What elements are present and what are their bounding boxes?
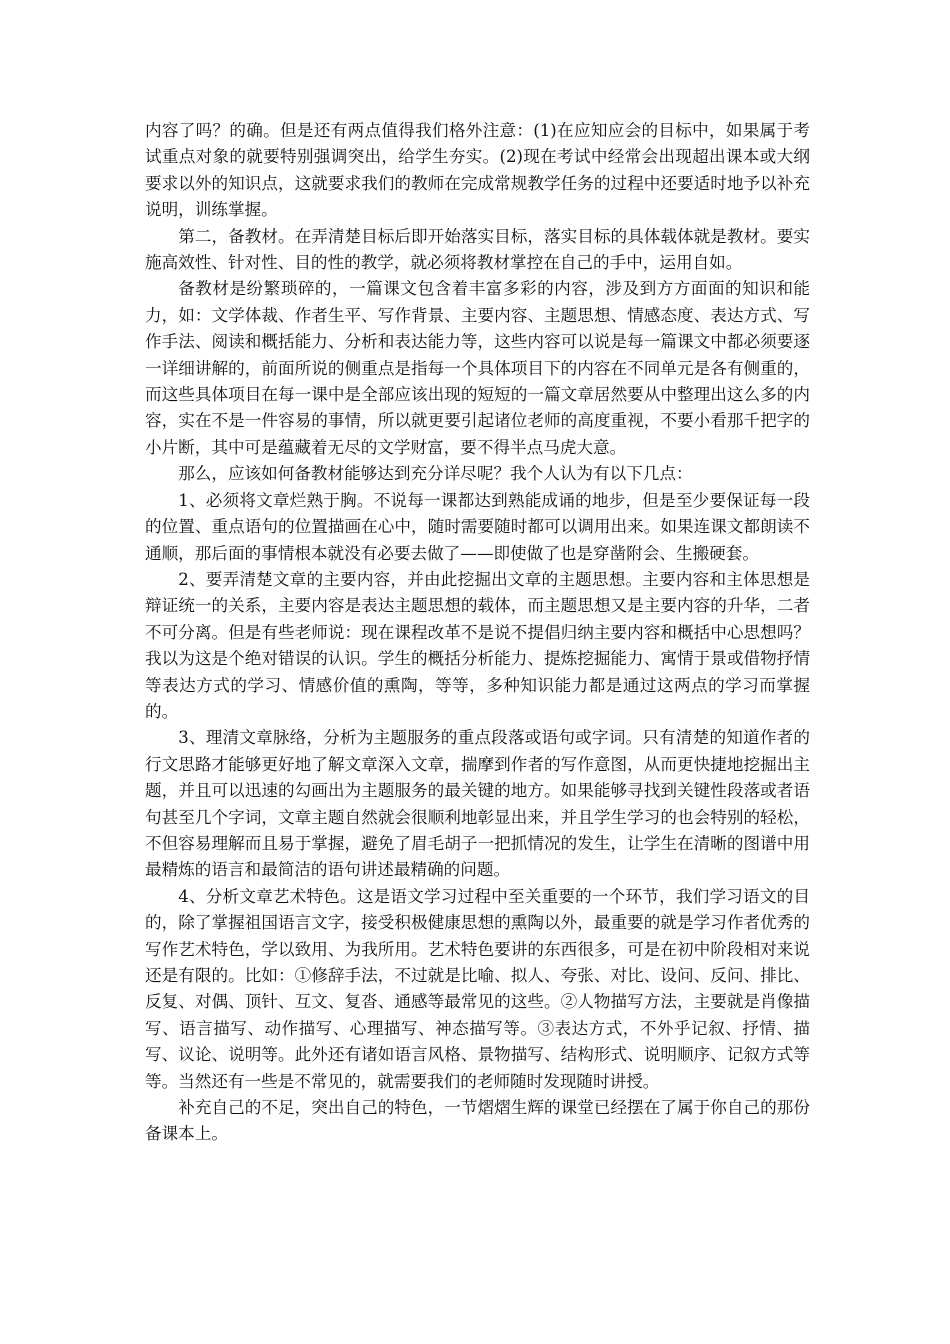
paragraph-conclusion: 补充自己的不足，突出自己的特色，一节熠熠生辉的课堂已经摆在了属于你自己的那份备课本上。 (145, 1098, 810, 1144)
document-page (145, 118, 810, 1148)
paragraph-question: 那么，应该如何备教材能够达到充分详尽呢？我个人认为有以下几点： (178, 464, 693, 484)
paragraph-textbook-content: 备教材是纷繁琐碎的，一篇课文包含着丰富多彩的内容，涉及到方方面面的知识和能力，如：文学体裁、作者生平、写作背景、主要内容、主题思想、情感态度、表达方式、写作手法、阅读和概括能力、分析和表达能力等，这些内容可以说是每一篇课文中都必须要逐一详细讲解的，前面所说的侧重点是指每一个具体项目下的内容在不同单元是各有侧重的，而这些具体项目在每一课中是全部应该出现的短短的一篇文章居然要从中整理出这么多的内容，实在不是一件容易的事情，所以就更要引起诸位老师的高度重视，不要小看那千把字的小片断，其中可是蕴藏着无尽的文学财富，要不得半点马虎大意。 (145, 279, 810, 457)
paragraph-continuation: 内容了吗？的确。但是还有两点值得我们格外注意：(1)在应知应会的目标中，如果属于考试重点对象的就要特别强调突出，给学生夯实。(2)现在考试中经常会出现超出课本或大纲要求以外的知识点，这就要求我们的教师在完成常规教学任务的过程中还要适时地予以补充说明，训练掌握。 (145, 121, 810, 220)
paragraph-point-3: 3、理清文章脉络，分析为主题服务的重点段落或语句或字词。只有清楚的知道作者的行文思路才能够更好地了解文章深入文章，揣摩到作者的写作意图，从而更快捷地挖掘出主题，并且可以迅速的勾画出为主题服务的最关键的地方。如果能够寻找到关键性段落或者语句甚至几个字词，文章主题自然就会很顺利地彰显出来，并且学生学习的也会特别的轻松，不但容易理解而且易于掌握，避免了眉毛胡子一把抓情况的发生，让学生在清晰的图谱中用最精炼的语言和最简洁的语句讲述最精确的问题。 (145, 728, 810, 880)
paragraph-second-point: 第二，备教材。在弄清楚目标后即开始落实目标，落实目标的具体载体就是教材。要实施高效性、针对性、目的性的教学，就必须将教材掌控在自己的手中，运用自如。 (145, 226, 810, 273)
paragraph-point-2: 2、要弄清楚文章的主要内容，并由此挖掘出文章的主题思想。主要内容和主体思想是辩证统一的关系，主要内容是表达主题思想的载体，而主题思想又是主要内容的升华，二者不可分离。但是有些老师说：现在课程改革不是说不提倡归纳主要内容和概括中心思想吗？我以为这是个绝对错误的认识。学生的概括分析能力、提炼挖掘能力、寓情于景或借物抒情等表达方式的学习、情感价值的熏陶，等等，多种知识能力都是通过这两点的学习而掌握的。 (145, 569, 810, 721)
paragraph-point-4: 4、分析文章艺术特色。这是语文学习过程中至关重要的一个环节，我们学习语文的目的，除了掌握祖国语言文字，接受积极健康思想的熏陶以外，最重要的就是学习作者优秀的写作艺术特色，学以致用、为我所用。艺术特色要讲的东西很多，可是在初中阶段相对来说还是有限的。比如：①修辞手法，不过就是比喻、拟人、夸张、对比、设问、反问、排比、反复、对偶、顶针、互文、复沓、通感等最常见的这些。②人物描写方法，主要就是肖像描写、语言描写、动作描写、心理描写、神态描写等。③表达方式，不外乎记叙、抒情、描写、议论、说明等。此外还有诸如语言风格、景物描写、结构形式、说明顺序、记叙方式等等。当然还有一些是不常见的，就需要我们的老师随时发现随时讲授。 (145, 886, 810, 1091)
paragraph-point-1: 1、必须将文章烂熟于胸。不说每一课都达到熟能成诵的地步，但是至少要保证每一段的位置、重点语句的位置描画在心中，随时需要随时都可以调用出来。如果连课文都朗读不通顺，那后面的事情根本就没有必要去做了——即使做了也是穿凿附会、生搬硬套。 (145, 490, 810, 563)
